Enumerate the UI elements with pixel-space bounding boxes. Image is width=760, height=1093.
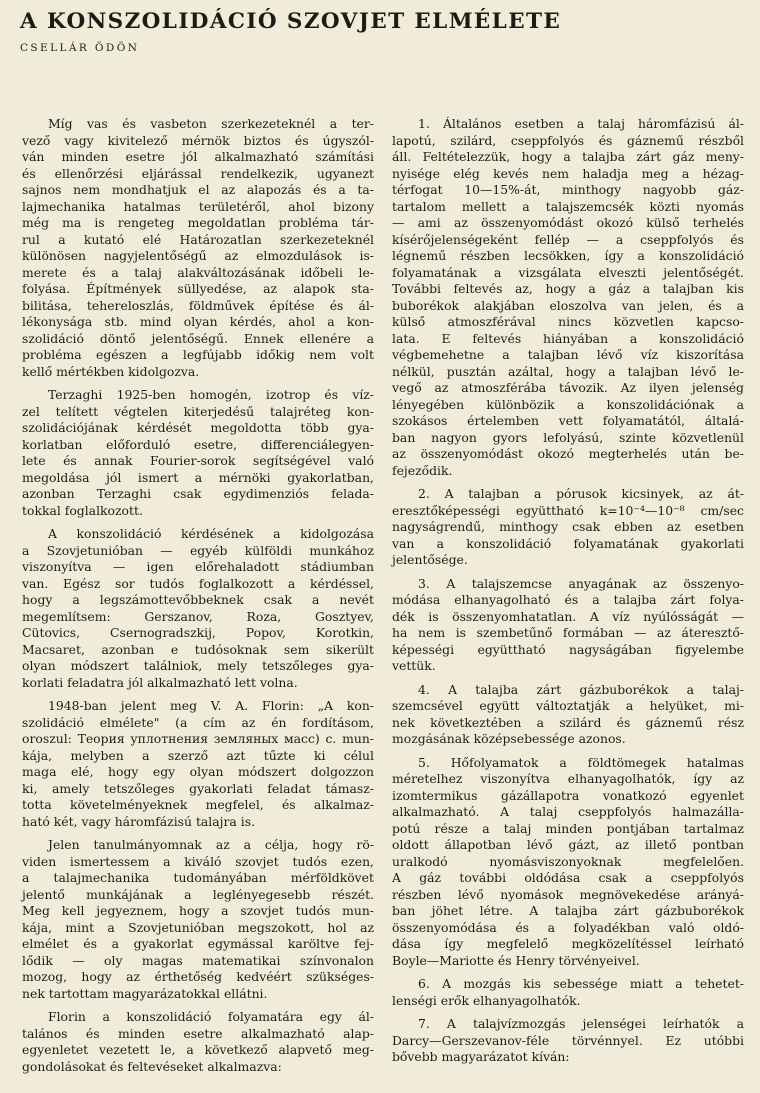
text-line: elmélet és a gyakorlat egymással karöltve fej-	[22, 936, 374, 951]
text-line: bilitása, tehereloszlás, földművek építése és ál-	[22, 297, 374, 313]
paragraph-gap	[22, 380, 374, 387]
text-line: szokásos értelemben vett folyamatától, általá-	[392, 413, 744, 428]
paragraph-gap	[392, 969, 744, 976]
text-line: az összenyomódást okozó megterhelés után be-	[392, 446, 744, 461]
text-line: nek tartottam magyarázatokkal ellátni.	[22, 985, 268, 1001]
text-line: ban nagyon gyors lefolyású, szinte közvetlenül	[392, 429, 744, 445]
text-line: talános és minden esetre alkalmazható alap-	[22, 1025, 374, 1041]
paragraph-gap	[392, 1009, 744, 1016]
paragraph-gap	[22, 830, 374, 837]
text-line: nagyságrendű, minthogy csak ebben az esetben	[392, 519, 744, 534]
text-line: oldott állapotban lévő gázt, az illető pontban	[392, 837, 744, 852]
text-line: kísérőjelenségeként fellép — a cseppfolyós és	[392, 231, 744, 247]
text-line: uralkodó nyomásviszonyoknak megfelelően.	[392, 853, 744, 869]
paragraph	[22, 837, 374, 1002]
text-line: kája, mint a Szovjetunióban megszokott, hol az	[22, 919, 374, 935]
text-line: lata. E feltevés hiányában a konszolidáció	[392, 330, 744, 346]
text-line: ha nem is szembetűnő formában — az áteresztő-	[392, 625, 744, 640]
text-line: gondolásokat és feltevéseket alkalmazva:	[22, 1058, 282, 1074]
text-line: még ma is rengeteg megoldatlan probléma tár-	[22, 215, 374, 230]
text-line: tokkal foglalkozott.	[22, 502, 143, 518]
text-line: totta követelményeknek megfelel, és alkalmaz-	[22, 797, 374, 812]
text-line: Meg kell jegyeznem, hogy a szovjet tudós mun-	[22, 903, 374, 918]
text-line: vettük.	[392, 658, 436, 673]
text-line: dása így megfelelő megközelítéssel leírható	[392, 936, 744, 951]
text-line: bővebb magyarázatot kíván:	[392, 1049, 570, 1064]
text-line: jelentő munkájának a leglényegesebb részét.	[22, 886, 374, 902]
text-line: ható két, vagy háromfázisú talajra is.	[22, 813, 256, 829]
paragraph	[392, 576, 744, 675]
text-line: viden ismertessem a kiváló szovjet tudós ezen,	[22, 853, 374, 869]
text-line: További feltevés az, hogy a gáz a talajban kis	[392, 281, 744, 296]
text-line: légnemű részben lecsökken, így a konszolidáció	[392, 248, 744, 263]
text-line: külső atmoszférával nincs közvetlen kapcso-	[392, 314, 744, 329]
text-line: nek következtében a szilárd és gáznemű rész	[392, 714, 744, 730]
text-line: végbemehetne a talajban lévő víz kiszorítása	[392, 347, 744, 362]
text-line: szolidációjának kérdését megoldotta több gya-	[22, 420, 374, 435]
text-line: fejeződik.	[392, 462, 453, 478]
left-column	[22, 116, 374, 1075]
text-line: 1948-ban jelent meg V. A. Florin: „A kon-	[48, 698, 374, 713]
text-line: korlatban előforduló esetre, differenciálegyen-	[22, 436, 374, 452]
text-line: lékonysága stb. mind olyan kérdés, ahol a kon-	[22, 314, 374, 329]
text-line: zel telített végtelen kiterjedésű talajréteg kon-	[22, 403, 374, 419]
article-title: A KONSZOLIDÁCIÓ SZOVJET ELMÉLETE	[20, 9, 562, 34]
text-line: méretelhez viszonyítva elhanyagolhatók, így az	[392, 771, 744, 786]
text-line: lete és annak Fourier-sorok segítségével való	[22, 453, 374, 468]
text-line: vegő az atmoszférába távozik. Az ilyen jelenség	[392, 380, 744, 395]
text-line: lajmechanika hatalmas területéről, ahol bizony	[22, 198, 374, 214]
paragraph	[22, 698, 374, 830]
paragraph	[392, 486, 744, 569]
paragraph	[22, 1009, 374, 1075]
text-line: 6. A mozgás kis sebessége miatt a tehetet-	[418, 976, 744, 991]
text-line: 1. Általános esetben a talaj háromfázisú ál-	[418, 116, 744, 131]
text-line: ban jöhet létre. A talajba zárt gázbuborékok	[392, 903, 744, 918]
text-line: Cütovics, Csernogradszkij, Popov, Korotkin,	[22, 625, 374, 640]
text-line: lapotú, szilárd, cseppfolyós és gáznemű részből	[392, 132, 744, 148]
text-line: megemlítsem: Gerszanov, Roza, Gosztyev,	[22, 608, 374, 624]
text-line: mozgásának középsebessége azonos.	[392, 731, 626, 746]
article-author: CSELLÁR ÖDÖN	[20, 42, 140, 54]
text-line: korlati feladatra jól alkalmazható lett volna.	[22, 674, 298, 690]
text-line: buborékok alakjában eloszolva van jelen, és a	[392, 297, 744, 313]
text-line: kellő mértékben kidolgozva.	[22, 363, 200, 379]
paragraph-gap	[392, 748, 744, 755]
text-line: lődik — oly magas matematikai színvonalon	[22, 952, 374, 968]
paragraph	[392, 682, 744, 748]
text-line: Jelen tanulmányomnak az a célja, hogy rö-	[48, 837, 374, 852]
text-line: vező vagy kivitelező mérnök biztos és úgyszól-	[22, 132, 374, 148]
paragraph	[22, 387, 374, 519]
text-line: képességi együttható nagyságában figyelembe	[392, 641, 744, 657]
text-line: megoldása jól ismert a mérnöki gyakorlatban,	[22, 469, 374, 485]
text-line: 2. A talajban a pórusok kicsinyek, az át-	[418, 486, 744, 501]
text-line: van. Egész sor tudós foglalkozott a kérdéssel,	[22, 575, 374, 591]
text-line: merete és a talaj alakváltozásának időbeli le-	[22, 264, 374, 280]
text-line: alkalmazható. A talaj cseppfolyós halmazálla-	[392, 804, 744, 819]
text-line: ki, amely tetszőleges gyakorlati feladat támasz-	[22, 780, 374, 796]
paragraph-gap	[392, 479, 744, 486]
text-line: nélkül, pusztán azáltal, hogy a talajban lévő le-	[392, 363, 744, 379]
text-line: azonban Terzaghi csak egydimenziós felada-	[22, 486, 374, 501]
text-line: áll. Feltételezzük, hogy a talajba zárt gáz meny-	[392, 149, 744, 164]
text-line: különösen nagyjelentőségű az elmozdulások is-	[22, 248, 374, 263]
text-line: térfogat 10—15%-át, minthogy nagyobb gáz-	[392, 182, 744, 197]
text-line: A konszolidáció kérdésének a kidolgozása	[48, 526, 374, 541]
paragraph-gap	[22, 691, 374, 698]
paragraph	[22, 116, 374, 380]
text-line: Terzaghi 1925-ben homogén, izotrop és víz-	[48, 387, 374, 402]
paragraph	[392, 116, 744, 479]
text-line: viszonyítva — igen előrehaladott stádiumban	[22, 559, 374, 574]
text-line: Boyle—Mariotte és Henry törvényeivel.	[392, 952, 640, 968]
text-line: egyenletet vezetett le, a következő alapvető meg-	[22, 1042, 374, 1057]
text-line: Míg vas és vasbeton szerkezeteknél a ter-	[48, 116, 374, 131]
text-line: és ellenőrzési eljárással rendelkezik, ugyanezt	[22, 165, 374, 181]
text-line: összenyomódása és a folyadékban való oldó-	[392, 919, 744, 935]
text-line: folyása. Építmények süllyedése, az alapok sta-	[22, 281, 374, 296]
text-line: szolidáció elmélete" (a cím az én fordításom,	[22, 714, 374, 730]
text-line: lényegében különbözik a konszolidációnak a	[392, 396, 744, 412]
text-line: jelentősége.	[392, 552, 468, 567]
paragraph	[392, 976, 744, 1009]
text-line: lenségi erők elhanyagolhatók.	[392, 992, 581, 1008]
text-line: módása elhanyagolható és a talajba zárt folya-	[392, 592, 744, 607]
text-line: szemcsével együtt változtatják a helyüket, mi-	[392, 698, 744, 713]
text-line: maga elé, hogy egy olyan módszert dolgozzon	[22, 764, 374, 779]
text-line: olyan módszert találniok, mely tetszőleges gya-	[22, 658, 374, 673]
paragraph	[22, 526, 374, 691]
text-line: 5. Hőfolyamatok a földtömegek hatalmas	[418, 754, 744, 770]
text-line: a talajmechanika tudományában mérföldkövet	[22, 870, 374, 885]
text-line: hogy a legszámottevőbbeknek csak a nevét	[22, 592, 374, 607]
text-line: szolidáció döntő jelentőségű. Ennek ellenére a	[22, 330, 374, 346]
text-line: nyisége elég kevés nem haladja meg a hézag-	[392, 165, 744, 181]
text-line: sajnos nem mondhatjuk el az alapozás és a ta-	[22, 182, 374, 197]
text-line: mozog, hogy az érthetőség kedvéért szükséges-	[22, 969, 374, 984]
text-line: van a konszolidáció folyamatának gyakorlati	[392, 535, 744, 551]
text-line: kája, melyben a szerző azt tűzte ki célul	[22, 747, 374, 763]
text-line: Macsaret, azonban e tudósoknak sem sikerült	[22, 641, 374, 657]
paragraph-gap	[392, 675, 744, 682]
text-line: Florin a konszolidáció folyamatára egy ál-	[48, 1009, 374, 1024]
text-line: potú része a talaj minden pontjában tartalmaz	[392, 820, 744, 836]
text-line: 7. A talajvízmozgás jelenségei leírhatók a	[418, 1016, 744, 1031]
right-column	[392, 116, 744, 1066]
text-line: 3. A talajszemcse anyagának az összenyo-	[418, 575, 744, 591]
text-line: részben lévő nyomások megnövekedése arányá-	[392, 886, 744, 902]
text-line: 4. A talajba zárt gázbuborékok a talaj-	[418, 681, 744, 697]
text-line: izomtermikus gázállapotra vonatkozó egyenlet	[392, 787, 744, 803]
text-line: folyamatának a vizsgálata elveszti jelentőségét.	[392, 264, 744, 280]
paragraph-gap	[392, 569, 744, 576]
text-line: a Szovjetunióban — egyéb külföldi munkához	[22, 542, 374, 558]
text-line: A gáz további oldódása csak a cseppfolyós	[392, 870, 744, 885]
text-line: probléma egészen a legfújabb időkig nem volt	[22, 347, 374, 362]
text-line: Darcy—Gerszevanov-féle törvénnyel. Ez utóbbi	[392, 1032, 744, 1048]
text-line: dék is összenyomhatatlan. A víz nyúlósságát —	[392, 608, 744, 624]
text-line: eresztőképességi együttható k=10⁻⁴—10⁻⁸ cm/sec	[392, 502, 744, 518]
paragraph	[392, 1016, 744, 1066]
text-line: rul a kutató elé Határozatlan szerkezeteknél	[22, 231, 374, 247]
text-line: — ami az összenyomódást okozó külső terhelés	[392, 215, 744, 230]
paragraph-gap	[22, 519, 374, 526]
text-line: ván minden esetre jól alkalmazható számítási	[22, 149, 374, 164]
text-line: oroszul: Теория уплотнения земляных масс) c. mun-	[22, 731, 374, 746]
text-line: tartalom mellett a talajszemcsék közti nyomás	[392, 198, 744, 214]
paragraph	[392, 755, 744, 970]
paragraph-gap	[22, 1002, 374, 1009]
